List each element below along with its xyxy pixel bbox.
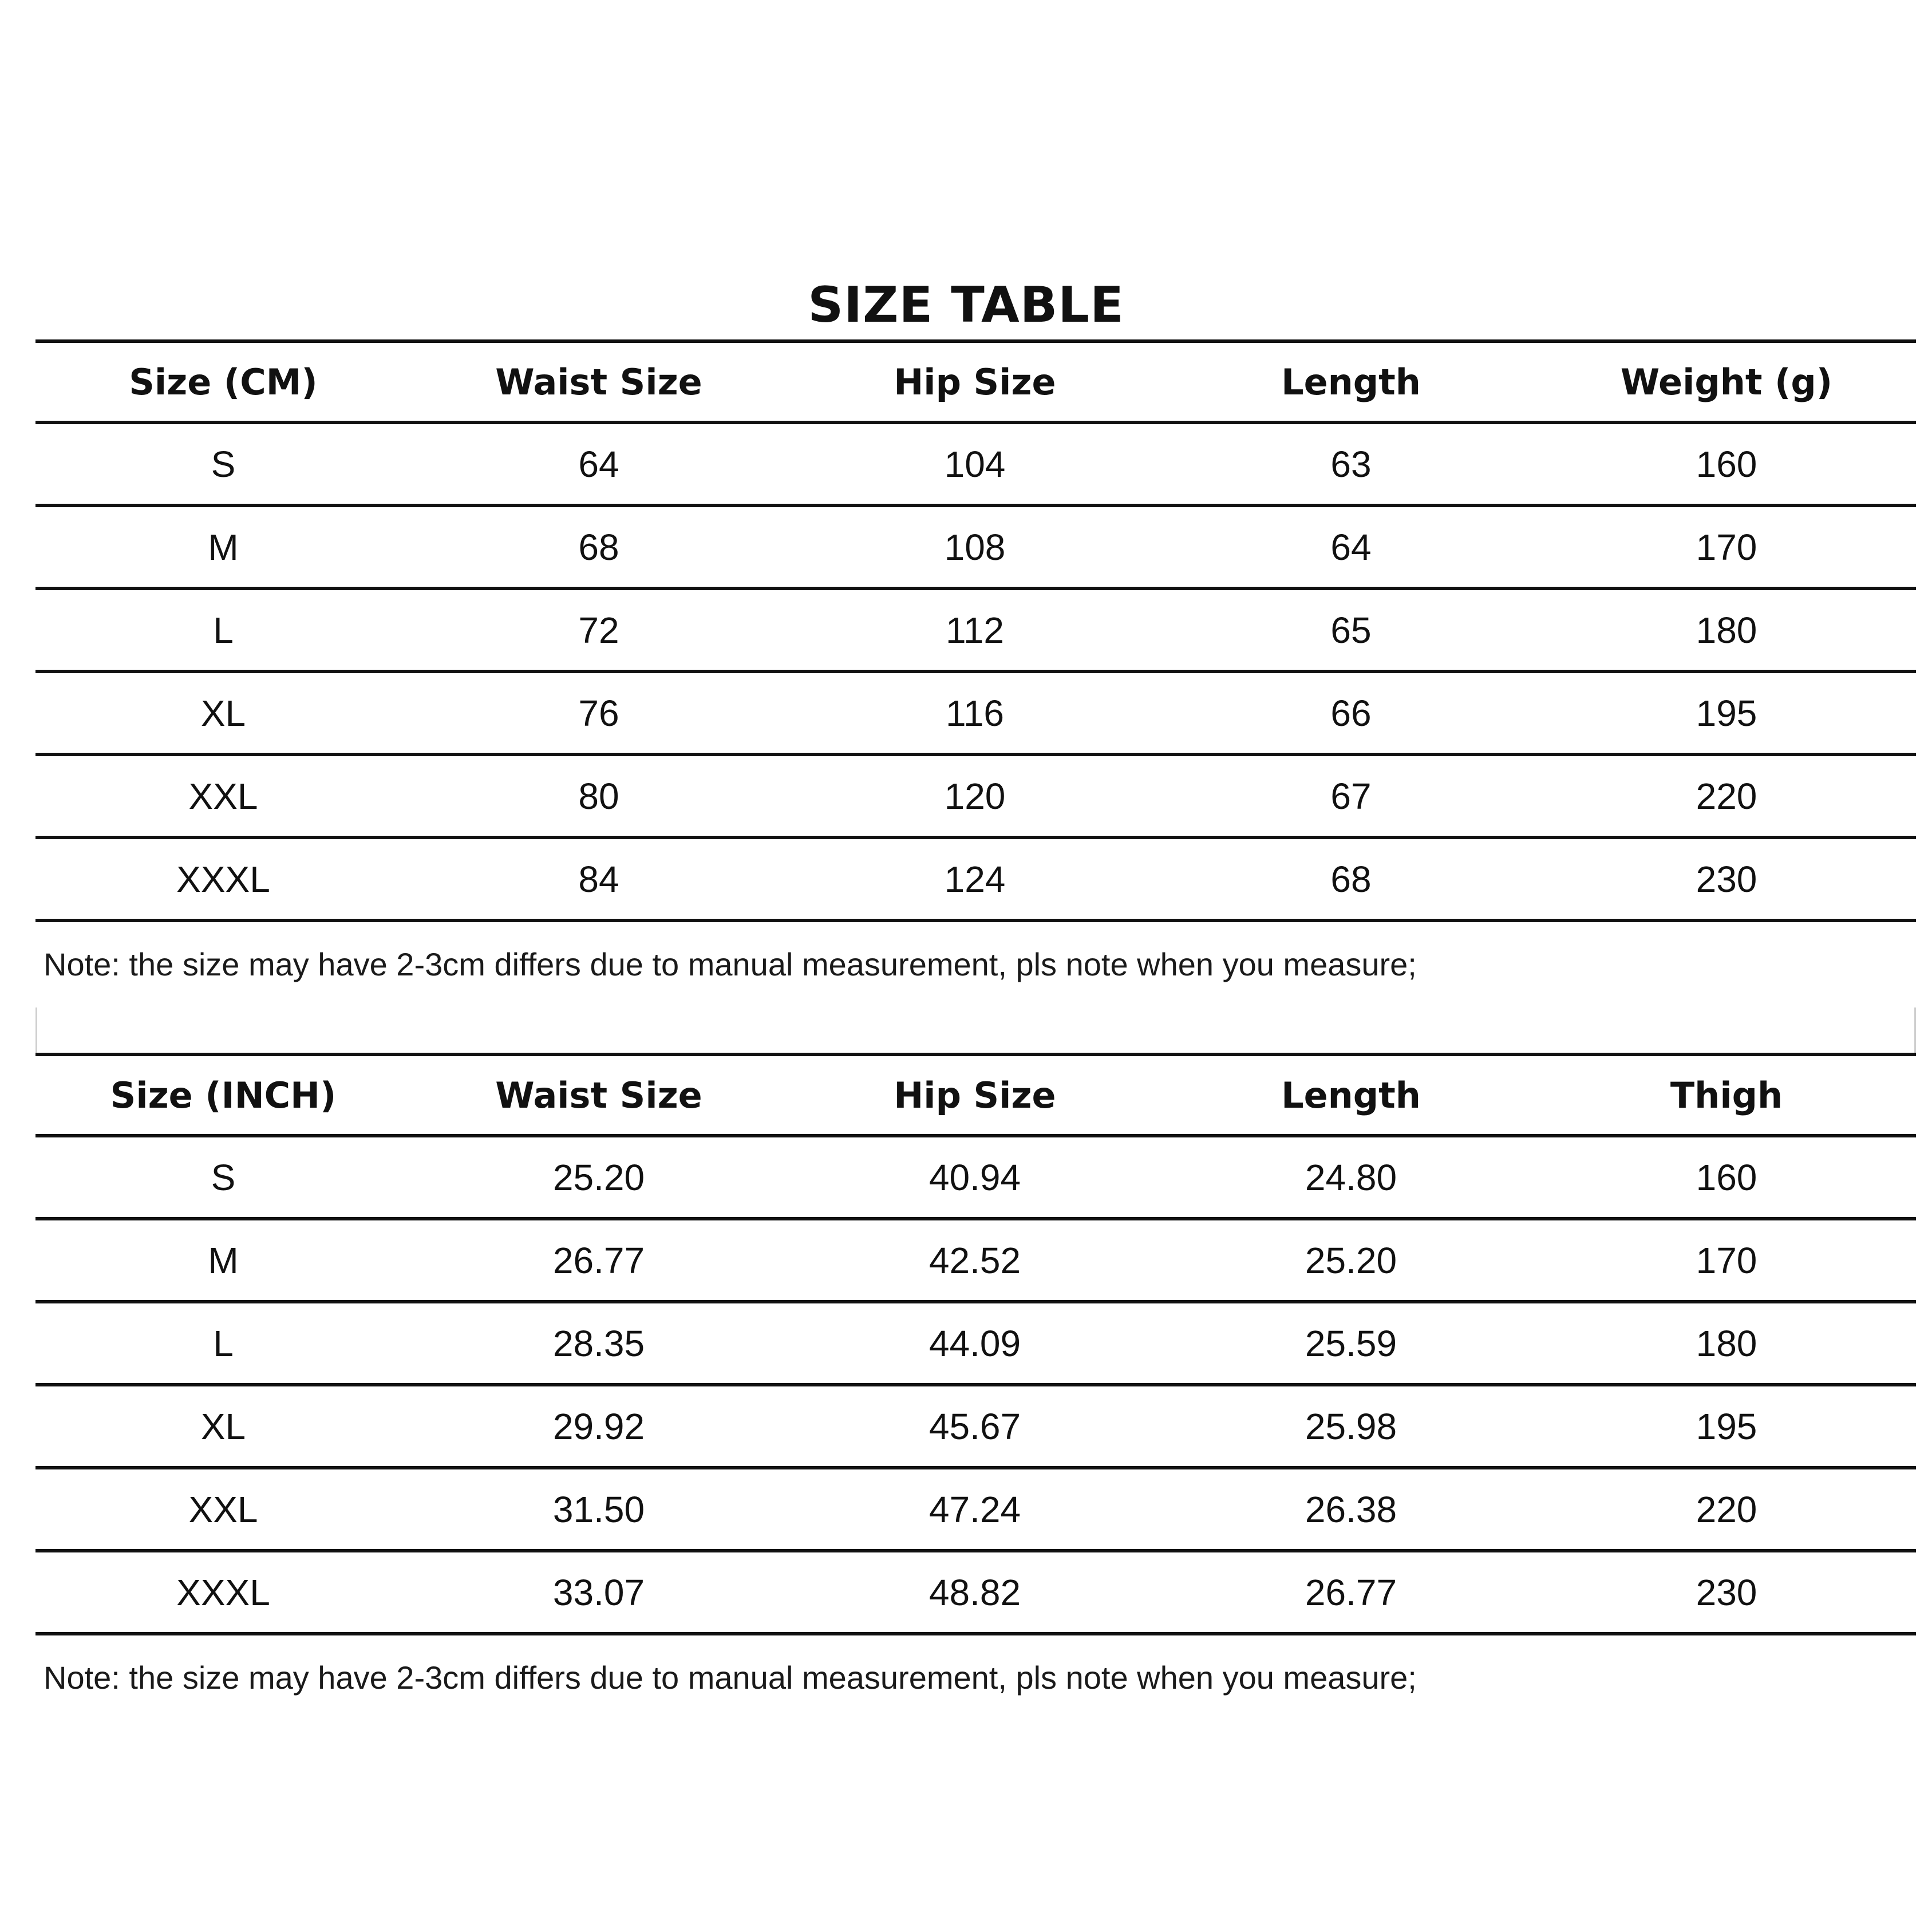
table-row	[35, 590, 1916, 673]
inch-header-row	[35, 1053, 1916, 1137]
table-cell: L	[213, 1322, 234, 1364]
table-row	[35, 1137, 1916, 1220]
column-header-size: Size (CM)	[129, 361, 318, 403]
table-cell: XXXL	[176, 1571, 270, 1613]
table-cell: 45.67	[929, 1405, 1021, 1447]
table-cell: 160	[1696, 443, 1757, 485]
table-cell: 25.59	[1305, 1322, 1397, 1364]
table-cell: 64	[1330, 526, 1372, 568]
table-cell: XXL	[188, 1488, 258, 1530]
column-header-length: Length	[1281, 361, 1421, 403]
cm-header-row	[35, 339, 1916, 424]
table-cell: 48.82	[929, 1571, 1021, 1613]
table-row	[35, 1220, 1916, 1303]
table-row	[35, 756, 1916, 839]
cm-measurement-note: Note: the size may have 2-3cm differs due to manual measurement, pls note when you measure;	[44, 946, 1417, 982]
column-header-hip: Hip Size	[894, 361, 1056, 403]
table-row	[35, 507, 1916, 590]
table-cell: 84	[578, 858, 619, 900]
table-cell: 26.77	[552, 1239, 645, 1281]
table-cell: 230	[1696, 858, 1757, 900]
inch-measurement-note: Note: the size may have 2-3cm differs due to manual measurement, pls note when you measure;	[44, 1660, 1417, 1696]
table-cell: 80	[578, 775, 619, 817]
table-cell: 25.98	[1305, 1405, 1397, 1447]
table-cell: 104	[944, 443, 1006, 485]
table-cell: 230	[1696, 1571, 1757, 1613]
table-cell: 116	[945, 692, 1005, 734]
table-row	[35, 1386, 1916, 1469]
table-cell: 31.50	[552, 1488, 645, 1530]
table-cell: 26.77	[1305, 1571, 1397, 1613]
table-cell: 25.20	[552, 1156, 645, 1198]
table-row	[35, 1552, 1916, 1635]
table-cell: 47.24	[929, 1488, 1021, 1530]
column-header-weight: Weight (g)	[1620, 361, 1833, 403]
table-cell: L	[213, 609, 234, 651]
table-cell: 68	[1330, 858, 1372, 900]
table-cell: 180	[1696, 609, 1757, 651]
column-header-length: Length	[1281, 1074, 1421, 1116]
column-header-size: Size (INCH)	[110, 1074, 337, 1116]
table-cell: 42.52	[929, 1239, 1021, 1281]
table-cell: XXXL	[176, 858, 270, 900]
table-cell: XL	[200, 692, 246, 734]
table-cell: 66	[1330, 692, 1372, 734]
column-header-waist: Waist Size	[495, 361, 702, 403]
table-cell: 170	[1696, 1239, 1757, 1281]
table-cell: 170	[1696, 526, 1757, 568]
table-cell: 68	[578, 526, 619, 568]
table-row	[35, 424, 1916, 507]
table-cell: 180	[1696, 1322, 1757, 1364]
table-cell: S	[211, 1156, 236, 1198]
table-cell: XXL	[188, 775, 258, 817]
table-cell: 44.09	[929, 1322, 1021, 1364]
table-cell: XL	[200, 1405, 246, 1447]
table-cell: 220	[1696, 1488, 1757, 1530]
column-header-hip: Hip Size	[894, 1074, 1056, 1116]
table-cell: 67	[1330, 775, 1372, 817]
table-cell: 195	[1696, 692, 1757, 734]
table-cell: 112	[945, 609, 1005, 651]
table-cell: 26.38	[1305, 1488, 1397, 1530]
table-cell: 195	[1696, 1405, 1757, 1447]
table-cell: 72	[578, 609, 619, 651]
table-cell: 33.07	[552, 1571, 645, 1613]
table-cell: 160	[1696, 1156, 1757, 1198]
table-divider	[35, 1008, 1916, 1053]
table-cell: 220	[1696, 775, 1757, 817]
cm-size-table	[35, 339, 1916, 922]
table-cell: 24.80	[1305, 1156, 1397, 1198]
table-cell: M	[208, 1239, 239, 1281]
table-cell: 108	[944, 526, 1006, 568]
table-cell: 28.35	[552, 1322, 645, 1364]
table-row	[35, 1303, 1916, 1386]
column-header-thigh: Thigh	[1670, 1074, 1783, 1116]
table-row	[35, 839, 1916, 922]
table-cell: 40.94	[929, 1156, 1021, 1198]
table-cell: 76	[578, 692, 619, 734]
table-cell: 29.92	[552, 1405, 645, 1447]
inch-size-table	[35, 1053, 1916, 1635]
column-header-waist: Waist Size	[495, 1074, 702, 1116]
table-row	[35, 673, 1916, 756]
table-cell: 64	[578, 443, 619, 485]
table-cell: S	[211, 443, 236, 485]
table-cell: 63	[1330, 443, 1372, 485]
table-cell: 120	[944, 775, 1006, 817]
table-row	[35, 1469, 1916, 1552]
page-title: SIZE TABLE	[808, 276, 1124, 334]
table-cell: M	[208, 526, 239, 568]
table-cell: 25.20	[1305, 1239, 1397, 1281]
table-cell: 65	[1330, 609, 1372, 651]
table-cell: 124	[944, 858, 1006, 900]
